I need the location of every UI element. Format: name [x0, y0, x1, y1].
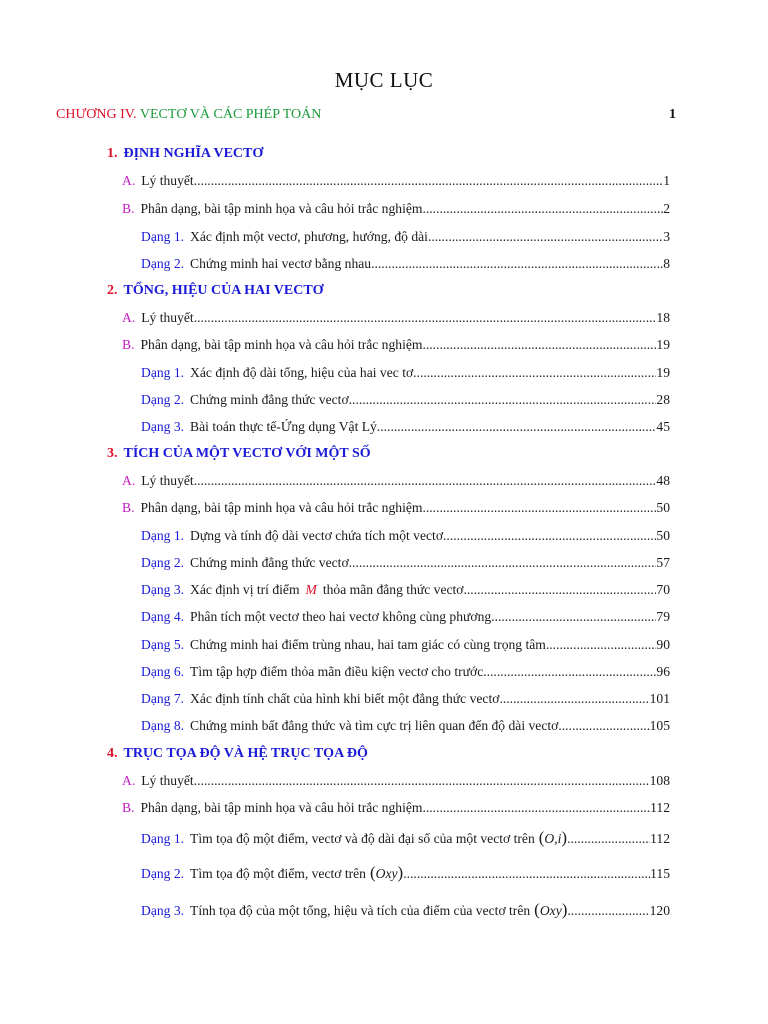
leader-dots — [194, 173, 664, 189]
leader-dots — [428, 229, 663, 245]
toc-entry[interactable]: B. Phân dạng, bài tập minh họa và câu hỏi trắc nghiệm ..... 112 — [122, 800, 670, 816]
leader-dots — [464, 582, 657, 598]
toc-entry[interactable]: Dạng 2. Chứng minh đẳng thức vectơ ..... 28 — [141, 392, 670, 408]
leader-dots — [194, 773, 650, 789]
toc-entry[interactable]: A. Lý thuyết ..... 108 — [122, 773, 670, 789]
toc-entry[interactable]: Dạng 2. Chứng minh hai vectơ bằng nhau ..... 8 — [141, 256, 670, 272]
leader-dots — [499, 691, 649, 707]
toc-entry[interactable]: Dạng 3. Bài toán thực tế-Ứng dụng Vật Lý ..... 45 — [141, 419, 670, 435]
leader-dots — [567, 831, 650, 847]
math-expression: (O,i) — [538, 828, 568, 847]
page-title: MỤC LỤC — [334, 68, 434, 92]
toc-entry[interactable]: Dạng 8. Chứng minh bất đẳng thức và tìm cực trị liên quan đến độ dài vectơ ..... 105 — [141, 718, 670, 734]
leader-dots — [422, 800, 650, 816]
leader-dots — [483, 664, 656, 680]
leader-dots — [371, 256, 663, 272]
toc-entry[interactable]: B. Phân dạng, bài tập minh họa và câu hỏi trắc nghiệm ..... 2 — [122, 201, 670, 217]
chapter-label: CHƯƠNG IV. — [56, 107, 137, 122]
leader-dots — [349, 555, 657, 571]
toc-entry[interactable]: A. Lý thuyết ..... 48 — [122, 473, 670, 489]
math-expression: (Oxy) — [369, 863, 404, 882]
leader-dots — [349, 392, 657, 408]
math-expression: (Oxy) — [534, 900, 568, 919]
leader-dots — [422, 201, 663, 217]
toc-entry[interactable]: Dạng 2. Chứng minh đẳng thức vectơ ..... 57 — [141, 555, 670, 571]
toc-entry[interactable]: A. Lý thuyết ..... 1 — [122, 173, 670, 189]
toc-entry[interactable]: Dạng 1. Dựng và tính độ dài vectơ chứa tích một vectơ. ..... 50 — [141, 528, 670, 544]
leader-dots — [194, 473, 657, 489]
toc-entry[interactable]: Dạng 1. Xác định độ dài tổng, hiệu của hai vec tơ ..... 19 — [141, 365, 670, 381]
toc-entry[interactable]: Dạng 4. Phân tích một vectơ theo hai vectơ không cùng phương ..... 79 — [141, 609, 670, 625]
toc-entry[interactable]: Dạng 1. Xác định một vectơ, phương, hướng, độ dài ..... 3 — [141, 229, 670, 245]
toc-section-4[interactable]: 4. TRỤC TỌA ĐỘ VÀ HỆ TRỤC TỌA ĐỘ — [107, 746, 368, 761]
leader-dots — [377, 419, 657, 435]
chapter-page: 1 — [669, 107, 676, 122]
toc-entry[interactable]: B. Phân dạng, bài tập minh họa và câu hỏi trắc nghiệm ..... 19 — [122, 337, 670, 353]
toc-entry[interactable]: Dạng 3. Tính tọa độ của một tổng, hiệu và tích của điểm của vectơ trên (Oxy) ..... 120 — [141, 900, 670, 920]
toc-entry[interactable]: Dạng 3. Xác định vị trí điểm M thỏa mãn đẳng thức vectơ ..... 70 — [141, 582, 670, 598]
chapter-title: VECTƠ VÀ CÁC PHÉP TOÁN — [139, 107, 322, 122]
leader-dots — [403, 866, 650, 882]
toc-entry[interactable]: Dạng 6. Tìm tập hợp điểm thỏa mãn điều kiện vectơ cho trước ..... 96 — [141, 664, 670, 680]
leader-dots — [194, 310, 657, 326]
toc-entry[interactable]: Dạng 7. Xác định tính chất của hình khi biết một đẳng thức vectơ ..... 101 — [141, 691, 670, 707]
toc-entry[interactable]: Dạng 5. Chứng minh hai điểm trùng nhau, hai tam giác có cùng trọng tâm. ..... 90 — [141, 637, 670, 653]
toc-entry[interactable]: B. Phân dạng, bài tập minh họa và câu hỏi trắc nghiệm ..... 50 — [122, 500, 670, 516]
leader-dots — [413, 365, 656, 381]
chapter-heading — [56, 107, 676, 123]
leader-dots — [549, 637, 656, 653]
math-symbol: M — [305, 582, 317, 597]
leader-dots — [491, 609, 656, 625]
toc-section-3[interactable]: 3. TÍCH CỦA MỘT VECTƠ VỚI MỘT SỐ — [107, 446, 371, 461]
toc-section-2[interactable]: 2. TỔNG, HIỆU CỦA HAI VECTƠ — [107, 283, 324, 298]
leader-dots — [422, 337, 656, 353]
toc-entry[interactable]: Dạng 1. Tìm tọa độ một điểm, vectơ và độ dài đại số của một vectơ trên (O,i) ..... 112 — [141, 828, 670, 848]
toc-entry[interactable]: Dạng 2. Tìm tọa độ một điểm, vectơ trên (Oxy) ..... 115 — [141, 863, 670, 883]
leader-dots — [422, 500, 656, 516]
leader-dots — [558, 718, 649, 734]
toc-section-1[interactable]: 1. ĐỊNH NGHĨA VECTƠ — [107, 146, 264, 161]
toc-entry[interactable]: A. Lý thuyết ..... 18 — [122, 310, 670, 326]
leader-dots — [567, 903, 649, 919]
leader-dots — [446, 528, 656, 544]
